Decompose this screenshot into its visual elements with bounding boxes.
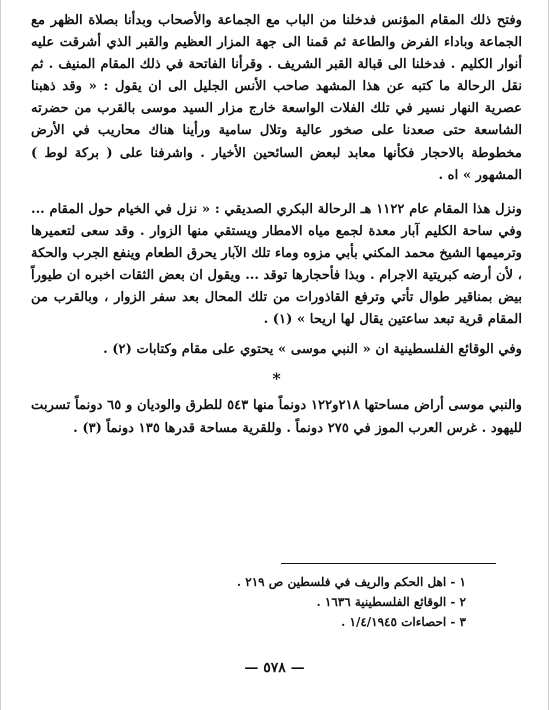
footnote-1: ١ - اهل الحكم والريف في فلسطين ص ٢١٩ . <box>236 575 466 589</box>
footnote-2: ٢ - الوقائع الفلسطينية ١٦٣٦ . <box>316 595 466 609</box>
paragraph-1: وفتح ذلك المقام المؤنس فدخلنا من الباب مع الجماعة والأصحاب وبدأنا بصلاة الظهر مع الجماعة وباداء الفرض والطاعة ثم قمنا الى جهة المزار العظيم والقبر الذي أشرقت عليه أنوار الكليم . فدخلنا الى قبالة القبر الشريف . وقرأنا الفاتحة في ذلك المقام المنيف . ثم نقل الرحالة ما كتبه عن هذا المشهد صاحب الأنس الجليل الى ان يقول : « وقد ذهبنا عصرية النهار نسير في تلك الفلات الواسعة خارج مزار السيد موسى بالقرب من حضرته الشاسعة حتى صعدنا على صخور عالية وتلال سامية ورأينا هناك محاريب في الأرض مخطوطة بالاحجار فكأنها معابد لبعض السائحين الأخيار . واشرفنا على ( بركة لوط ) المشهور » اه . <box>31 13 522 183</box>
footnote-divider <box>281 563 496 564</box>
footnotes <box>166 572 466 632</box>
body-text <box>31 10 522 440</box>
paragraph-4: والنبي موسى أراض مساحتها ٢١٨و١٢٢ دونماً منها ٥٤٣ للطرق والوديان و ٦٥ دونماً تسربت لليهود . غرس العرب الموز في ٢٧٥ دونماً . وللقرية مساحة قدرها ١٣٥ دونماً (٣) . <box>31 398 522 436</box>
page-number: — ٥٧٨ — <box>244 660 305 676</box>
footnote-3: ٣ - احصاءات ١/٤/١٩٤٥ . <box>341 615 466 629</box>
paragraph-3: وفي الوقائع الفلسطينية ان « النبي موسى » يحتوي على مقام وكتابات (٢) . <box>103 342 522 358</box>
section-separator-star: * <box>272 369 281 389</box>
paragraph-2: ونزل هذا المقام عام ١١٢٢ هـ الرحالة البكري الصديقي : « نزل في الخيام حول المقام ... وفي ساحة الكليم آبار معدة لجمع مياه الامطار ويستقي منها الزوار . وقد سعى لتعميرها وترميمها الشيخ محمد المكني بأبي مزوه وماء تلك الآبار يحرق الطعام وينفع الجرب والحكة ، لأن أرضه كبريتية الاجرام . وبذا فأحجارها توقد ... ويقول ان بعض الثقات اخبره ان طيوراً بيض بمناقير طوال تأتي وترفع القاذورات من تلك المحال بعد سفر الزوار ، وبالقرب من المقام قرية تبعد ساعتين يقال لها اريحا » (١) . <box>31 201 522 328</box>
